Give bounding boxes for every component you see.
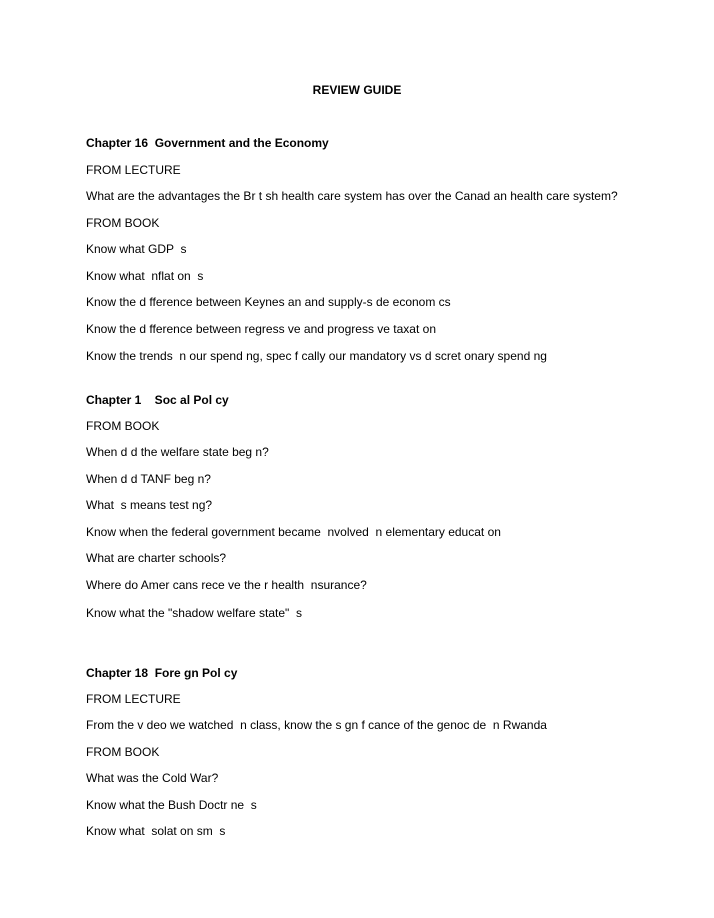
list-item: FROM BOOK	[86, 216, 160, 230]
list-item: Know when the federal government became nvolved n elementary educat on	[86, 525, 501, 539]
list-item: Know the d fference between Keynes an and supply-s de econom cs	[86, 295, 451, 309]
list-item: When d d the welfare state beg n?	[86, 445, 269, 459]
page-title: REVIEW GUIDE	[312, 83, 402, 97]
section-heading-chapter-16: Chapter 16 Government and the Economy	[86, 136, 329, 150]
list-item: Know the d fference between regress ve and progress ve taxat on	[86, 322, 436, 336]
list-item: Know the trends n our spend ng, spec f cally our mandatory vs d scret onary spend ng	[86, 349, 547, 363]
list-item: Where do Amer cans rece ve the r health nsurance?	[86, 578, 367, 592]
list-item: What are charter schools?	[86, 551, 227, 565]
list-item: Know what the Bush Doctr ne s	[86, 798, 257, 812]
list-item: From the v deo we watched n class, know the s gn f cance of the genoc de n Rwanda	[86, 718, 547, 732]
list-item: When d d TANF beg n?	[86, 472, 211, 486]
list-item: FROM BOOK	[86, 745, 160, 759]
list-item: What was the Cold War?	[86, 771, 219, 785]
list-item: Know what the "shadow welfare state" s	[86, 606, 302, 620]
list-item: FROM LECTURE	[86, 692, 181, 706]
list-item: Know what nflat on s	[86, 269, 204, 283]
section-heading-chapter-1: Chapter 1 Soc al Pol cy	[86, 393, 229, 407]
list-item: FROM BOOK	[86, 419, 160, 433]
list-item: Know what GDP s	[86, 242, 187, 256]
list-item: What are the advantages the Br t sh health care system has over the Canad an health care system?	[86, 189, 618, 203]
section-heading-chapter-18: Chapter 18 Fore gn Pol cy	[86, 666, 238, 680]
list-item: What s means test ng?	[86, 498, 213, 512]
list-item: Know what solat on sm s	[86, 824, 226, 838]
list-item: FROM LECTURE	[86, 163, 181, 177]
